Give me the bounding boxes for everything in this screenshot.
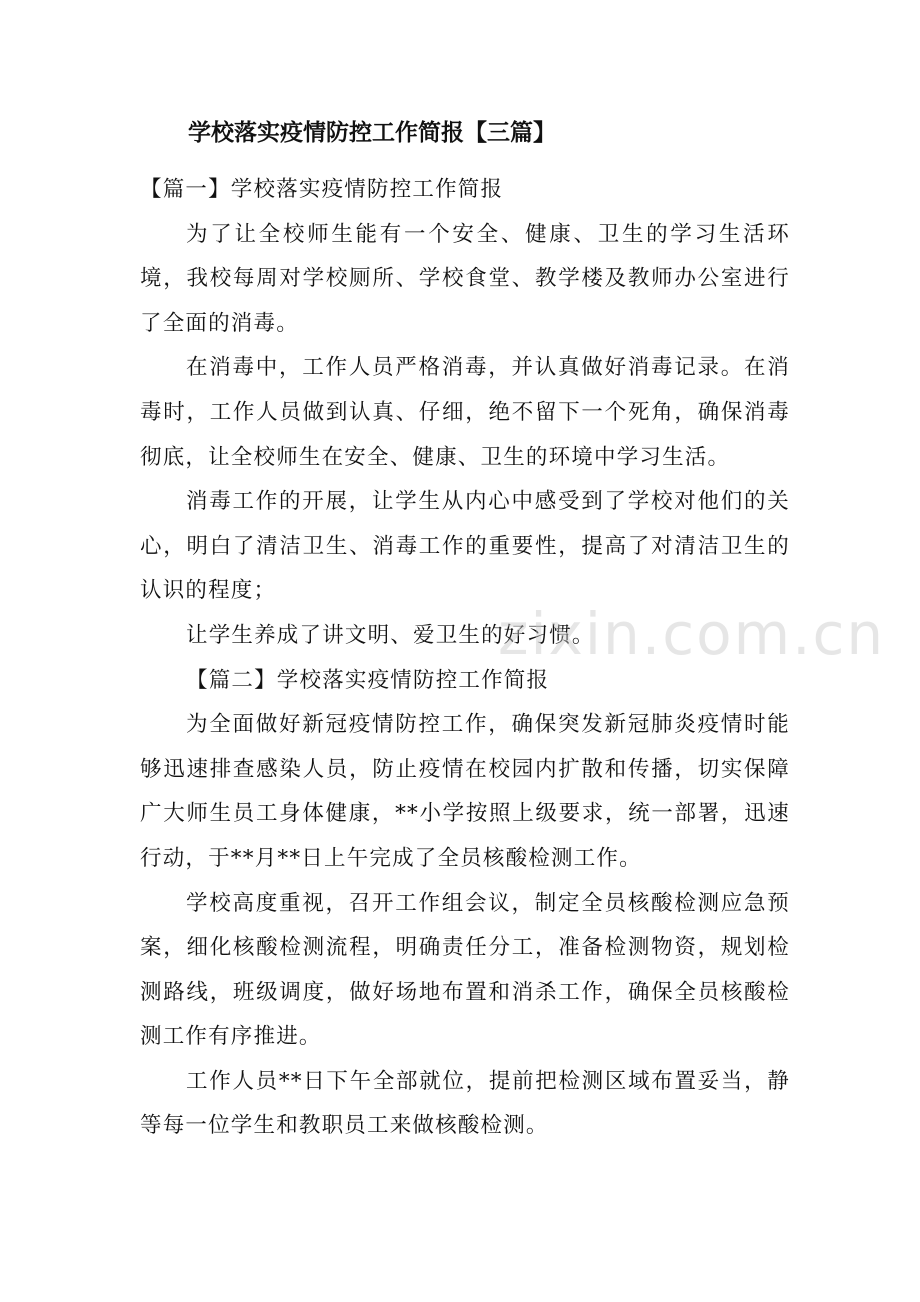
document-title: 学校落实疫情防控工作简报【三篇】 (188, 120, 556, 146)
section-heading-2: 【篇二】学校落实疫情防控工作简报 (186, 667, 550, 693)
paragraph: 工作人员**日下午全部就位，提前把检测区域布置妥当，静等每一位学生和教职员工来做核酸检测。 (140, 1068, 790, 1139)
paragraph: 在消毒中，工作人员严格消毒，并认真做好消毒记录。在消毒时，工作人员做到认真、仔细，绝不留下一个死角，确保消毒彻底，让全校师生在安全、健康、卫生的环境中学习生活。 (140, 355, 790, 470)
paragraph: 为了让全校师生能有一个安全、健康、卫生的学习生活环境，我校每周对学校厕所、学校食堂、教学楼及教师办公室进行了全面的消毒。 (140, 221, 790, 336)
document-body (140, 168, 790, 1149)
paragraph: 学校高度重视，召开工作组会议，制定全员核酸检测应急预案，细化核酸检测流程，明确责任分工，准备检测物资，规划检测路线，班级调度，做好场地布置和消杀工作，确保全员核酸检测工作有序推进。 (140, 890, 790, 1050)
paragraph: 让学生养成了讲文明、爱卫生的好习惯。 (186, 622, 595, 648)
paragraph: 为全面做好新冠疫情防控工作，确保突发新冠肺炎疫情时能够迅速排查感染人员，防止疫情在校园内扩散和传播，切实保障广大师生员工身体健康，**小学按照上级要求，统一部署，迅速行动，于**月**日上午完成了全员核酸检测工作。 (140, 712, 790, 871)
watermark: zixin.com.cn (498, 600, 886, 668)
section-heading-1: 【篇一】学校落实疫情防控工作简报 (140, 177, 504, 202)
paragraph: 消毒工作的开展，让学生从内心中感受到了学校对他们的关心，明白了清洁卫生、消毒工作的重要性，提高了对清洁卫生的认识的程度； (140, 489, 790, 604)
